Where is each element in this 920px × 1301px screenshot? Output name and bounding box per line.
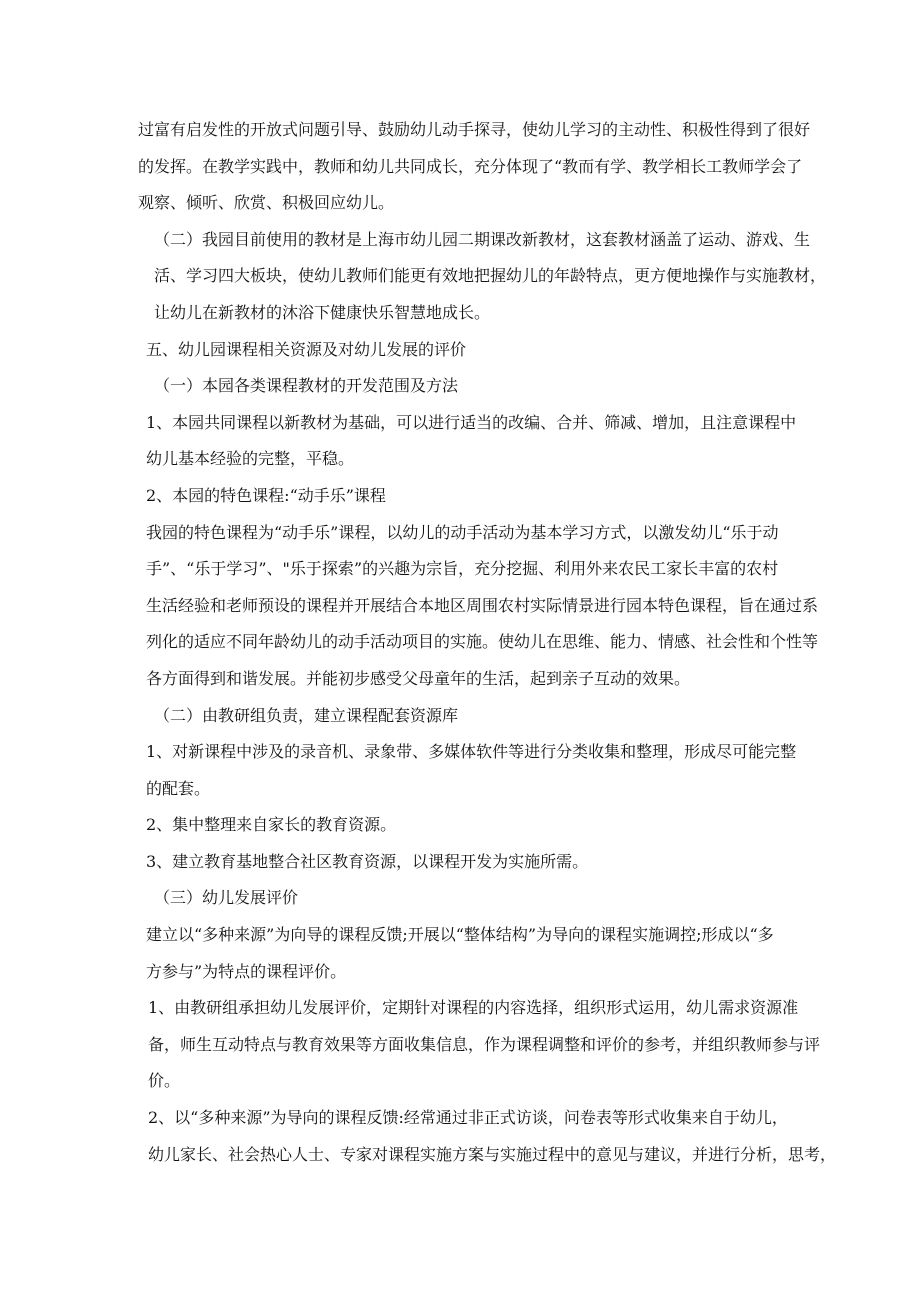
text-line: 1、对新课程中涉及的录音机、录象带、多媒体软件等进行分类收集和整理，形成尽可能完整 [146,742,797,762]
text-line: 手”、“乐于学习”、"乐于探索”的兴趣为宗旨，充分挖掘、利用外来农民工家长丰富的农村 [146,559,779,579]
text-line: 1、本园共同课程以新教材为基础，可以进行适当的改编、合并、筛减、增加，且注意课程中 [146,412,797,432]
text-line: 建立以“多种来源”为向导的课程反馈;开展以“整体结构”为导向的课程实施调控;形成以“多 [146,925,774,945]
paragraph [138,515,819,698]
paragraph [138,734,797,807]
text-line: （二）我园目前使用的教材是上海市幼儿园二期课改新教材，这套教材涵盖了运动、游戏、生 [154,229,811,249]
text-line: 观察、倾听、欣赏、积极回应幼儿。 [138,193,395,213]
text-line: 的发挥。在教学实践中，教师和幼儿共同成长，充分体现了“教而有学、教学相长工教师学会了 [138,156,803,176]
paragraph [138,332,788,369]
text-line: 的配套。 [146,778,211,798]
paragraph [138,368,788,405]
text-line: 2、本园的特色课程:“动手乐”课程 [146,485,386,505]
document-page [138,112,837,1173]
text-line: 过富有启发性的开放式问题引导、鼓励幼儿动手探寻，使幼儿学习的主动性、积极性得到了很好 [138,120,811,139]
text-line: 方参与”为特点的课程评价。 [146,961,347,981]
paragraph [138,917,788,990]
text-line: 价。 [148,1071,181,1091]
text-line: 我园的特色课程为“动手乐”课程，以幼儿的动手活动为基本学习方式，以激发幼儿“乐于动 [146,522,779,542]
paragraph [138,990,821,1100]
text-line: （二）由教研组负责，建立课程配套资源库 [154,705,459,725]
paragraph [138,405,797,478]
paragraph [138,478,788,515]
text-line: 生活经验和老师预设的课程并开展结合本地区周围农村实际情景进行园本特色课程，旨在通过系 [146,595,819,615]
text-line: 2、以“多种来源”为导向的课程反馈:经常通过非正式访谈，问卷表等形式收集来自于幼儿， [148,1108,788,1128]
paragraph [138,698,788,735]
paragraph [138,844,788,881]
text-line: （三）幼儿发展评价 [154,888,299,908]
text-line: 2、集中整理来自家长的教育资源。 [146,815,397,835]
text-line: 3、建立教育基地整合社区教育资源，以课程开发为实施所需。 [146,851,589,871]
text-line: 列化的适应不同年龄幼儿的动手活动项目的实施。使幼儿在思维、能力、情感、社会性和个性等 [146,632,819,652]
paragraph [138,807,788,844]
text-line: 幼儿家长、社会热心人士、专家对课程实施方案与实施过程中的意见与建议，并进行分析，思考， [148,1144,837,1164]
paragraph [138,1100,837,1173]
paragraph [138,222,827,332]
paragraph [138,880,788,917]
text-line: 让幼儿在新教材的沐浴下健康快乐智慧地成长。 [154,302,491,322]
text-line: 活、学习四大板块，使幼儿教师们能更有效地把握幼儿的年龄特点，更方便地操作与实施教材， [154,266,827,286]
text-line: 幼儿基本经验的完整，平稳。 [146,449,355,469]
text-line: 各方面得到和谐发展。并能初步感受父母童年的生活，起到亲子互动的效果。 [146,668,691,688]
paragraph [138,112,811,222]
text-line: 1、由教研组承担幼儿发展评价，定期针对课程的内容选择，组织形式运用，幼儿需求资源准 [148,998,799,1018]
text-line: 五、幼儿园课程相关资源及对幼儿发展的评价 [146,339,467,359]
text-line: 备，师生互动特点与教育效果等方面收集信息，作为课程调整和评价的参考，并组织教师参与评 [148,1034,821,1054]
text-line: （一）本园各类课程教材的开发范围及方法 [154,376,459,396]
